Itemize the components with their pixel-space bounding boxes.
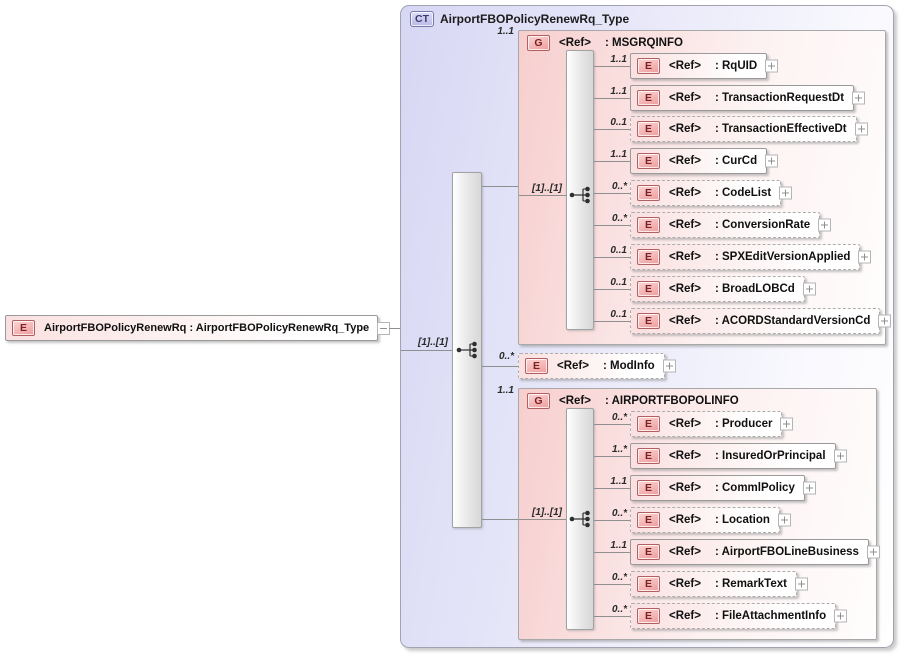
connector-line	[594, 584, 630, 585]
connector-line	[594, 98, 630, 99]
element-name-label: : Producer	[714, 418, 773, 430]
element-badge-icon: E	[525, 358, 548, 374]
cardinality-label: 0..*	[611, 412, 627, 423]
element-ref-label: <Ref>	[669, 283, 701, 295]
element-box[interactable]	[630, 603, 836, 629]
element-name-label: : ACORDStandardVersionCd	[714, 315, 871, 327]
element-name-label: : RemarkText	[714, 578, 787, 590]
plus-icon[interactable]	[855, 123, 868, 136]
element-ref-label: <Ref>	[669, 482, 701, 494]
element-ref-label: <Ref>	[669, 418, 701, 430]
element-box[interactable]	[630, 53, 767, 79]
cardinality-label: 0..1	[610, 245, 627, 256]
plus-icon[interactable]	[858, 251, 871, 264]
plus-icon[interactable]	[765, 155, 778, 168]
element-name-label: : SPXEditVersionApplied	[714, 251, 851, 263]
element-ref-label: <Ref>	[669, 92, 701, 104]
cardinality-label: 1..1	[610, 476, 627, 487]
connector-line	[594, 488, 630, 489]
element-name-label: : FileAttachmentInfo	[714, 610, 827, 622]
complex-type-badge-icon: CT	[410, 11, 434, 27]
element-box[interactable]	[630, 475, 805, 501]
element-badge-icon: E	[12, 320, 35, 336]
cardinality-label: 0..*	[611, 572, 627, 583]
connector-line	[594, 193, 630, 194]
element-box[interactable]	[630, 276, 805, 302]
element-box[interactable]	[518, 353, 665, 379]
element-ref-label: <Ref>	[669, 450, 701, 462]
group-name-label: : AIRPORTFBOPOLINFO	[604, 395, 739, 407]
element-name-label: : ConversionRate	[714, 219, 811, 231]
plus-icon[interactable]	[867, 546, 880, 559]
group-ref-label: <Ref>	[559, 37, 591, 49]
element-name-label: : Location	[714, 514, 770, 526]
connector-line	[401, 350, 452, 351]
element-badge-icon: E	[637, 217, 660, 233]
element-box[interactable]	[630, 571, 797, 597]
connector-line	[519, 195, 566, 196]
element-ref-label: <Ref>	[669, 219, 701, 231]
plus-icon[interactable]	[765, 60, 778, 73]
cardinality-label: [1]..[1]	[532, 183, 562, 194]
element-name-label: : RqUID	[714, 60, 758, 72]
cardinality-label: 1..1	[497, 385, 514, 396]
cardinality-label: 0..1	[610, 309, 627, 320]
plus-icon[interactable]	[663, 360, 676, 373]
plus-icon[interactable]	[795, 578, 808, 591]
connector-line	[594, 129, 630, 130]
element-box[interactable]	[630, 411, 782, 437]
group-ref-label: <Ref>	[559, 395, 591, 407]
element-box-airportfbopolicyrenewrq[interactable]	[5, 315, 378, 341]
connector-line	[594, 456, 630, 457]
cardinality-label: 0..*	[611, 508, 627, 519]
group-name-label: : MSGRQINFO	[604, 37, 683, 49]
element-badge-icon: E	[637, 58, 660, 74]
cardinality-label: 0..1	[610, 117, 627, 128]
cardinality-label: 1..1	[497, 26, 514, 37]
plus-icon[interactable]	[834, 450, 847, 463]
cardinality-label: 0..1	[610, 277, 627, 288]
plus-icon[interactable]	[834, 610, 847, 623]
connector-line	[594, 520, 630, 521]
plus-icon[interactable]	[852, 92, 865, 105]
element-badge-icon: E	[637, 249, 660, 265]
connector-line	[594, 289, 630, 290]
element-badge-icon: E	[637, 608, 660, 624]
connector-line	[594, 257, 630, 258]
element-ref-label: <Ref>	[669, 578, 701, 590]
cardinality-label: 1..1	[610, 149, 627, 160]
cardinality-label: 0..*	[498, 351, 514, 362]
connector-line	[594, 321, 630, 322]
plus-icon[interactable]	[779, 187, 792, 200]
element-badge-icon: E	[637, 313, 660, 329]
group-header	[527, 393, 739, 409]
element-box[interactable]	[630, 507, 780, 533]
element-box[interactable]	[630, 180, 781, 206]
element-ref-label: <Ref>	[669, 546, 701, 558]
element-name-label: : BroadLOBCd	[714, 283, 795, 295]
element-badge-icon: E	[637, 448, 660, 464]
cardinality-label: [1]..[1]	[532, 507, 562, 518]
group-header	[527, 35, 683, 51]
element-name-label: : CodeList	[714, 187, 772, 199]
element-box[interactable]	[630, 539, 869, 565]
cardinality-label: 0..*	[611, 213, 627, 224]
element-badge-icon: E	[637, 480, 660, 496]
element-badge-icon: E	[637, 416, 660, 432]
connector-line	[594, 161, 630, 162]
element-ref-label: <Ref>	[669, 610, 701, 622]
connector-line	[389, 328, 400, 329]
element-ref-label: <Ref>	[669, 155, 701, 167]
element-name-label: : TransactionEffectiveDt	[714, 123, 847, 135]
element-ref-label: <Ref>	[669, 251, 701, 263]
connector-line	[482, 519, 518, 520]
group-badge-icon: G	[527, 35, 550, 51]
element-name-label: : CurCd	[714, 155, 758, 167]
cardinality-label: 1..1	[610, 54, 627, 65]
element-box[interactable]	[630, 244, 860, 270]
element-name-label: : TransactionRequestDt	[714, 92, 845, 104]
element-badge-icon: E	[637, 281, 660, 297]
element-name-label: : AirportFBOLineBusiness	[714, 546, 859, 558]
plus-icon[interactable]	[803, 482, 816, 495]
element-ref-label: <Ref>	[669, 514, 701, 526]
connector-line	[594, 225, 630, 226]
element-box[interactable]	[630, 148, 767, 174]
element-box[interactable]	[630, 443, 836, 469]
plus-icon[interactable]	[818, 219, 831, 232]
complex-type-header	[410, 11, 629, 27]
element-ref-label: <Ref>	[669, 123, 701, 135]
cardinality-label: 0..*	[611, 604, 627, 615]
element-box[interactable]	[630, 85, 854, 111]
element-name-label: : InsuredOrPrincipal	[714, 450, 826, 462]
element-badge-icon: E	[637, 90, 660, 106]
element-name-label: : CommlPolicy	[714, 482, 795, 494]
cardinality-label: 1..1	[610, 86, 627, 97]
connector-line	[594, 616, 630, 617]
connector-line	[482, 366, 518, 367]
element-badge-icon: E	[637, 153, 660, 169]
element-box[interactable]	[630, 212, 820, 238]
group-badge-icon: G	[527, 393, 550, 409]
element-box[interactable]	[630, 116, 857, 142]
cardinality-label: 0..*	[611, 181, 627, 192]
connector-line	[594, 66, 630, 67]
cardinality-label: [1]..[1]	[418, 337, 448, 348]
element-box[interactable]	[630, 308, 880, 334]
plus-icon[interactable]	[878, 315, 891, 328]
connector-line	[594, 424, 630, 425]
element-label: AirportFBOPolicyRenewRq : AirportFBOPolicyRenewRq_Type	[44, 322, 370, 334]
plus-icon[interactable]	[780, 418, 793, 431]
element-ref-label: <Ref>	[557, 360, 589, 372]
element-badge-icon: E	[637, 576, 660, 592]
element-badge-icon: E	[637, 512, 660, 528]
cardinality-label: 1..1	[610, 540, 627, 551]
element-badge-icon: E	[637, 544, 660, 560]
plus-icon[interactable]	[778, 514, 791, 527]
element-ref-label: <Ref>	[669, 315, 701, 327]
element-ref-label: <Ref>	[669, 187, 701, 199]
element-ref-label: <Ref>	[669, 60, 701, 72]
connector-line	[519, 519, 566, 520]
connector-line	[594, 552, 630, 553]
plus-icon[interactable]	[803, 283, 816, 296]
cardinality-label: 1..*	[611, 444, 627, 455]
element-badge-icon: E	[637, 121, 660, 137]
element-name-label: : ModInfo	[602, 360, 655, 372]
element-badge-icon: E	[637, 185, 660, 201]
complex-type-title: AirportFBOPolicyRenewRq_Type	[440, 12, 630, 26]
